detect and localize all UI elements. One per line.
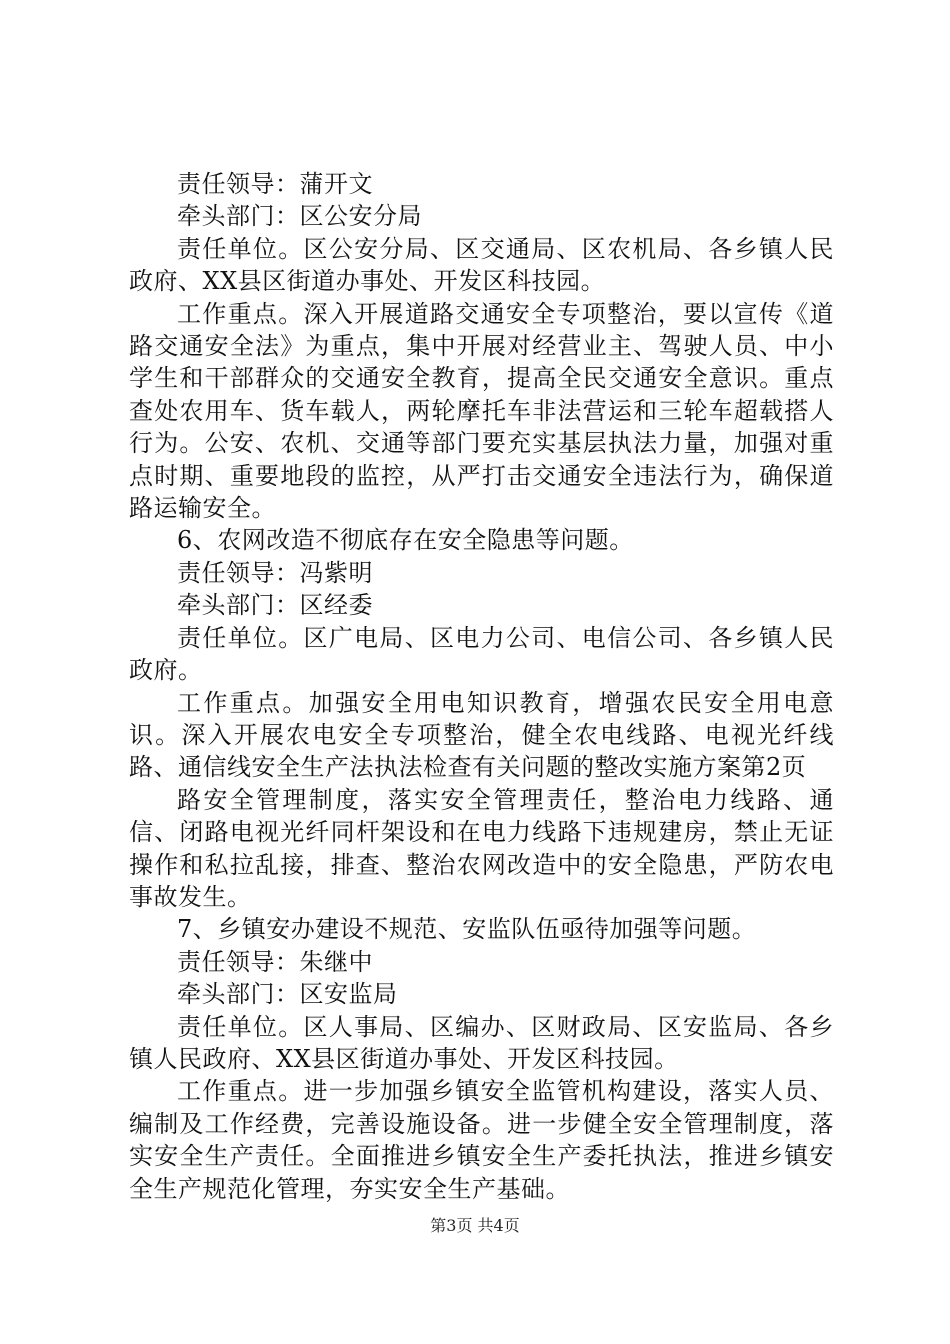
paragraph-leader-7: 责任领导：朱继中 [177, 947, 373, 976]
document-body [129, 168, 834, 1205]
paragraph-lead-dept-1: 牵头部门：区公安分局 [177, 202, 422, 231]
paragraph-units-1: 责任单位。区公安分局、区交通局、区农机局、各乡镇人民政府、XX县区街道办事处、开发区科技园。 [129, 234, 834, 296]
paragraph-lead-dept-7: 牵头部门：区安监局 [177, 980, 398, 1009]
paragraph-issue-6: 6、农网改造不彻底存在安全隐患等问题。 [177, 526, 634, 555]
paragraph-focus-6: 工作重点。加强安全用电知识教育，增强农民安全用电意识。深入开展农电安全专项整治，健全农电线路、电视光纤线路、通信线安全生产法执法检查有关问题的整改实施方案第2页 [129, 688, 834, 782]
paragraph-leader-6: 责任领导：冯紫明 [177, 558, 373, 587]
paragraph-focus-6-continued: 路安全管理制度，落实安全管理责任，整治电力线路、通信、闭路电视光纤同杆架设和在电力线路下违规建房，禁止无证操作和私拉乱接，排查、整治农网改造中的安全隐患，严防农电事故发生。 [129, 785, 834, 911]
paragraph-focus-1: 工作重点。深入开展道路交通安全专项整治，要以宣传《道路交通安全法》为重点，集中开展对经营业主、驾驶人员、中小学生和干部群众的交通安全教育，提高全民交通安全意识。重点查处农用车、货车载人，两轮摩托车非法营运和三轮车超载搭人行为。公安、农机、交通等部门要充实基层执法力量，加强对重点时期、重要地段的监控，从严打击交通安全违法行为，确保道路运输安全。 [129, 299, 834, 523]
paragraph-units-6: 责任单位。区广电局、区电力公司、电信公司、各乡镇人民政府。 [129, 623, 834, 685]
page-footer: 第3页 共4页 [430, 1216, 520, 1235]
paragraph-lead-dept-6: 牵头部门：区经委 [177, 591, 373, 620]
paragraph-leader-1: 责任领导：蒲开文 [177, 170, 373, 198]
paragraph-focus-7: 工作重点。进一步加强乡镇安全监管机构建设，落实人员、编制及工作经费，完善设施设备。进一步健全安全管理制度，落实安全生产责任。全面推进乡镇安全生产委托执法，推进乡镇安全生产规范化管理，夯实安全生产基础。 [129, 1077, 834, 1203]
paragraph-units-7: 责任单位。区人事局、区编办、区财政局、区安监局、各乡镇人民政府、XX县区街道办事处、开发区科技园。 [129, 1012, 834, 1073]
paragraph-issue-7: 7、乡镇安办建设不规范、安监队伍亟待加强等问题。 [177, 915, 757, 944]
